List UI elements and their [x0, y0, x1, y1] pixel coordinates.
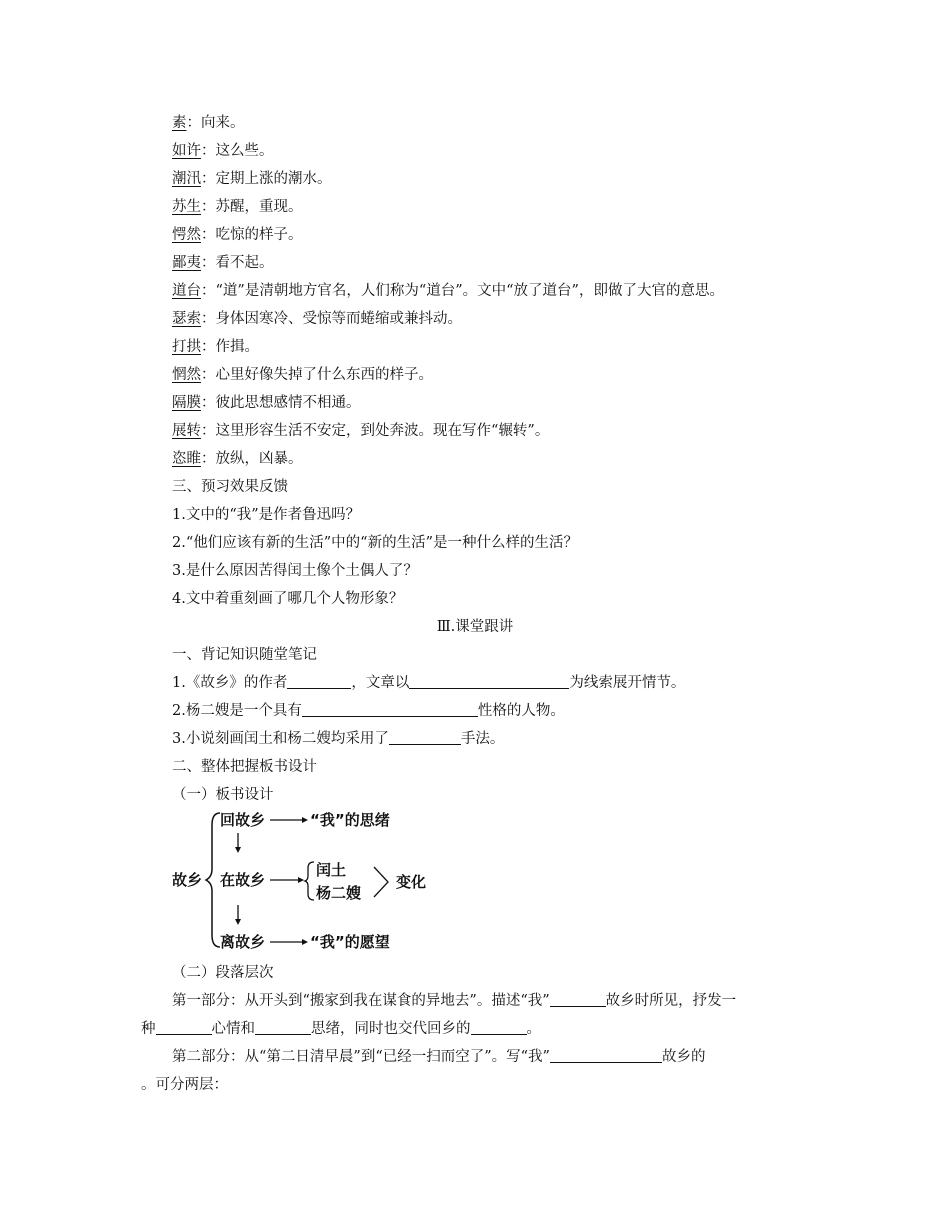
vocab-item [172, 281, 724, 301]
section-title: Ⅲ.课堂跟讲 [436, 619, 514, 635]
diagram-small-brace [305, 862, 314, 900]
vocab-def: ：彼此思想感情不相通。 [201, 395, 361, 411]
vocab-term: 隔膜 [172, 395, 201, 411]
vocab-item [172, 253, 274, 273]
arrow-head-icon [302, 939, 308, 945]
vocab-item [172, 197, 303, 217]
question-text: 手法。 [460, 731, 505, 747]
vocab-def: ：身体因寒冷、受惊等而蜷缩或兼抖动。 [201, 311, 462, 327]
question-item: 2.“他们应该有新的生活”中的“新的生活”是一种什么样的生活？ [172, 535, 578, 551]
vocab-item [172, 113, 245, 133]
part-text: 故乡的 [661, 1049, 706, 1065]
vocab-item [172, 449, 303, 469]
part-text: 故乡时所见，抒发一 [605, 993, 737, 1009]
part-text: 第二部分：从“第二日清早晨”到“已经一扫而空了”。写“我” [172, 1049, 550, 1065]
vocab-def: ：看不起。 [201, 255, 274, 271]
vocab-term: 惘然 [172, 367, 201, 383]
vocab-term: 苏生 [172, 199, 201, 215]
diagram-brace [206, 813, 220, 947]
arrow-head-icon [298, 877, 304, 883]
board-heading: 二、整体把握板书设计 [172, 759, 317, 775]
answer-blank[interactable] [471, 1020, 527, 1035]
vocab-term: 打拱 [172, 339, 201, 355]
board-subheading: （二）段落层次 [172, 965, 274, 981]
diagram-person2: 杨二嫂 [316, 884, 362, 902]
board-diagram [168, 805, 448, 955]
vocab-def: ：作揖。 [201, 339, 259, 355]
question-item: 4.文中着重刻画了哪几个人物形象？ [172, 591, 404, 607]
vocab-def: ：向来。 [186, 115, 245, 131]
answer-blank[interactable] [409, 674, 569, 689]
answer-blank[interactable] [389, 730, 461, 745]
part-text: 。 [526, 1021, 541, 1037]
question-text: 2.杨二嫂是一个具有 [172, 703, 302, 719]
arrow-head-icon [302, 817, 308, 823]
vocab-term: 如许 [172, 143, 201, 159]
notes-heading: 一、背记知识随堂笔记 [172, 647, 317, 663]
question-text: 为线索展开情节。 [569, 675, 686, 691]
vocab-term: 恣睢 [172, 451, 201, 467]
vocab-term: 愕然 [172, 227, 201, 243]
board-subheading: （一）板书设计 [172, 787, 274, 803]
diagram-person1: 闰土 [316, 861, 347, 879]
vocab-item [172, 309, 462, 329]
answer-blank[interactable] [255, 1020, 311, 1035]
vocab-term: 道台 [172, 283, 201, 299]
question-text: 1.《故乡》的作者 [172, 675, 288, 691]
vocab-term: 鄙夷 [172, 255, 201, 271]
question-text: ，文章以 [351, 675, 410, 691]
part-2-line-2: 。可分两层： [141, 1077, 228, 1093]
part-text: 种 [141, 1021, 156, 1037]
fill-question-1 [172, 673, 685, 693]
part-2-line-1 [172, 1047, 705, 1067]
answer-blank[interactable] [287, 674, 351, 689]
vocab-def: ：放纵，凶暴。 [201, 451, 303, 467]
arrow-head-icon [235, 919, 241, 925]
vocab-item [172, 141, 274, 161]
diagram-row2: 在故乡 [220, 871, 266, 889]
vocab-term: 潮汛 [172, 171, 201, 187]
diagram-row3: 离故乡 [220, 933, 266, 951]
diagram-change: 变化 [396, 873, 427, 891]
vocab-item [172, 365, 433, 385]
vocab-term: 素 [172, 115, 187, 131]
vocab-def: ：这么些。 [201, 143, 274, 159]
answer-blank[interactable] [302, 702, 478, 717]
part-text: 思绪，同时也交代回乡的 [311, 1021, 471, 1037]
vocab-item [172, 337, 259, 357]
vocab-term: 瑟索 [172, 311, 201, 327]
answer-blank[interactable] [550, 992, 606, 1007]
diagram-row1-target: “我”的思绪 [310, 811, 390, 829]
question-text: 3.小说刻画闰土和杨二嫂均采用了 [172, 731, 389, 747]
vocab-def: ：心里好像失掉了什么东西的样子。 [201, 367, 433, 383]
answer-blank[interactable] [156, 1020, 212, 1035]
fill-question-2 [172, 701, 565, 721]
arrow-head-icon [235, 847, 241, 853]
diagram-row1: 回故乡 [220, 811, 266, 829]
part-1-line-2 [141, 1019, 541, 1039]
vocab-term: 展转 [172, 423, 201, 439]
answer-blank[interactable] [550, 1048, 662, 1063]
vocab-item [172, 225, 303, 245]
question-text: 性格的人物。 [477, 703, 565, 719]
vocab-item [172, 169, 332, 189]
vocab-item [172, 393, 361, 413]
vocab-def: ：苏醒，重现。 [201, 199, 303, 215]
vocab-def: ：这里形容生活不安定，到处奔波。现在写作“辗转”。 [201, 423, 550, 439]
fill-question-3 [172, 729, 504, 749]
part-text: 心情和 [211, 1021, 255, 1037]
diagram-root: 故乡 [172, 871, 203, 889]
vocab-item [172, 421, 549, 441]
part-text: 第一部分：从开头到“搬家到我在谋食的异地去”。描述“我” [172, 993, 550, 1009]
part-1-line-1 [172, 991, 736, 1011]
vocab-def: ：吃惊的样子。 [201, 227, 303, 243]
feedback-heading: 三、预习效果反馈 [172, 479, 288, 495]
vocab-def: ：“道”是清朝地方官名，人们称为“道台”。文中“放了道台”，即做了大官的意思。 [201, 283, 724, 299]
vocab-def: ：定期上涨的潮水。 [201, 171, 332, 187]
chevron-right-icon [374, 867, 388, 897]
question-item: 3.是什么原因苦得闰土像个土偶人了？ [172, 563, 418, 579]
question-item: 1.文中的“我”是作者鲁迅吗？ [172, 507, 361, 523]
diagram-row3-target: “我”的愿望 [310, 933, 390, 951]
